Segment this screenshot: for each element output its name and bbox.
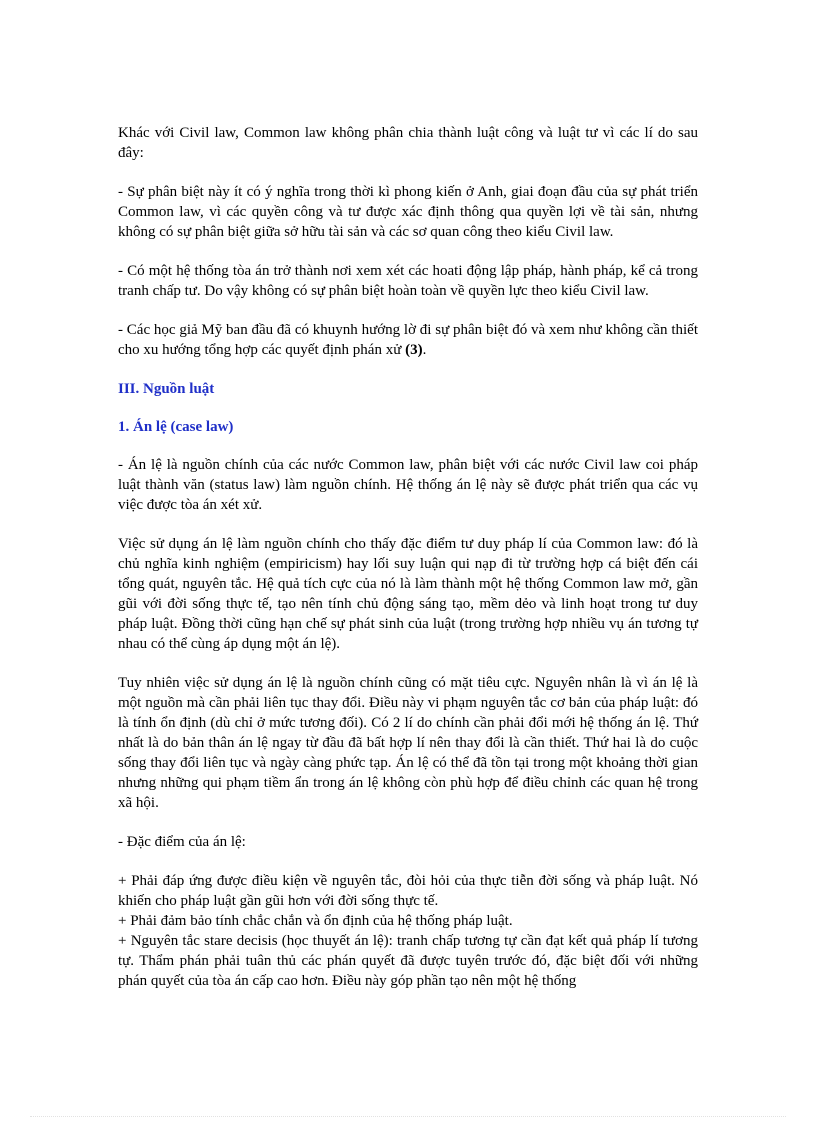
reason-1-paragraph: - Sự phân biệt này ít có ý nghĩa trong thời kì phong kiến ở Anh, giai đoạn đầu của sự phát triển Common law, vì các quyền công và tư được xác định thông qua quyền lợi về tài sản, nhưng không có sự phân biệt giữa sở hữu tài sản và các sơ quan công theo kiểu Civil law. — [118, 184, 698, 240]
reason-2-paragraph: - Có một hệ thống tòa án trở thành nơi xem xét các hoati động lập pháp, hành pháp, kể cả trong tranh chấp tư. Do vậy không có sự phân biệt hoàn toàn về quyền lực theo kiểu Civil law. — [118, 263, 698, 299]
case-law-paragraph-1: - Án lệ là nguồn chính của các nước Common law, phân biệt với các nước Civil law coi pháp luật thành văn (status law) làm nguồn chính. Hệ thống án lệ này sẽ được phát triển qua các vụ việc được tòa án xét xử. — [118, 457, 698, 513]
feature-item-2: + Phải đảm bảo tính chắc chắn và ổn định của hệ thống pháp luật. — [118, 913, 513, 929]
case-law-features-heading: - Đặc điểm của án lệ: — [118, 834, 246, 850]
reason-3-text: - Các học giả Mỹ ban đầu đã có khuynh hướng lờ đi sự phân biệt đó và xem như không cần thiết cho xu hướng tổng hợp các quyết định phán xử — [118, 322, 698, 358]
case-law-paragraph-3: Tuy nhiên việc sử dụng án lệ là nguồn chính cũng có mặt tiêu cực. Nguyên nhân là vì án lệ là một nguồn mà cần phải liên tục thay đổi. Điều này vi phạm nguyên tắc cơ bản của pháp luật: đó là tính ổn định (dù chỉ ở mức tương đối). Có 2 lí do chính cần phải đổi mới hệ thống án lệ. Thứ nhất là do bản thân án lệ ngay từ đầu đã bất hợp lí nên thay đổi là cần thiết. Thứ hai là do cuộc sống thay đổi liên tục và ngày càng phức tạp. Án lệ có thể đã tồn tại trong một khoảng thời gian nhưng những qui phạm tiềm ẩn trong án lệ không còn phù hợp để điều chỉnh các quan hệ trong xã hội. — [118, 675, 698, 811]
subsection-heading-case-law: 1. Án lệ (case law) — [118, 419, 234, 435]
intro-paragraph: Khác với Civil law, Common law không phân chia thành luật công và luật tư vì các lí do sau đây: — [118, 125, 698, 161]
reason-3-paragraph — [118, 320, 698, 360]
case-law-paragraph-2: Việc sử dụng án lệ làm nguồn chính cho thấy đặc điểm tư duy pháp lí của Common law: đó là chủ nghĩa kinh nghiệm (empiricism) hay lối suy luận qui nạp đi từ trường hợp cá biệt đến cái tổng quát, nguyên tắc. Hệ quả tích cực của nó là làm thành một hệ thống Common law mở, gần gũi với đời sống thực tế, tạo nên tính chủ động sáng tạo, mềm dẻo và linh hoạt trong tư duy pháp luật. Đồng thời cũng hạn chế sự phát sinh của luật (trong trường hợp nhiều vụ án tương tự nhau có thể cùng áp dụng một án lệ). — [118, 536, 698, 652]
page-bottom-edge — [30, 1116, 786, 1117]
feature-item-1: + Phải đáp ứng được điều kiện về nguyên tắc, đòi hỏi của thực tiễn đời sống và pháp luật. Nó khiến cho pháp luật gần gũi hơn với đời sống thực tế. — [118, 873, 698, 909]
feature-item-3: + Nguyên tắc stare decisis (học thuyết án lệ): tranh chấp tương tự cần đạt kết quả pháp lí tương tự. Thẩm phán phải tuân thủ các phán quyết đã được tuyên trước đó, đặc biệt đối với những phán quyết của tòa án cấp cao hơn. Điều này góp phần tạo nên một hệ thống — [118, 933, 698, 989]
footnote-reference: (3) — [405, 342, 423, 358]
document-page — [118, 123, 698, 991]
section-heading-sources-of-law: III. Nguồn luật — [118, 381, 215, 397]
reason-3-end: . — [422, 342, 427, 358]
